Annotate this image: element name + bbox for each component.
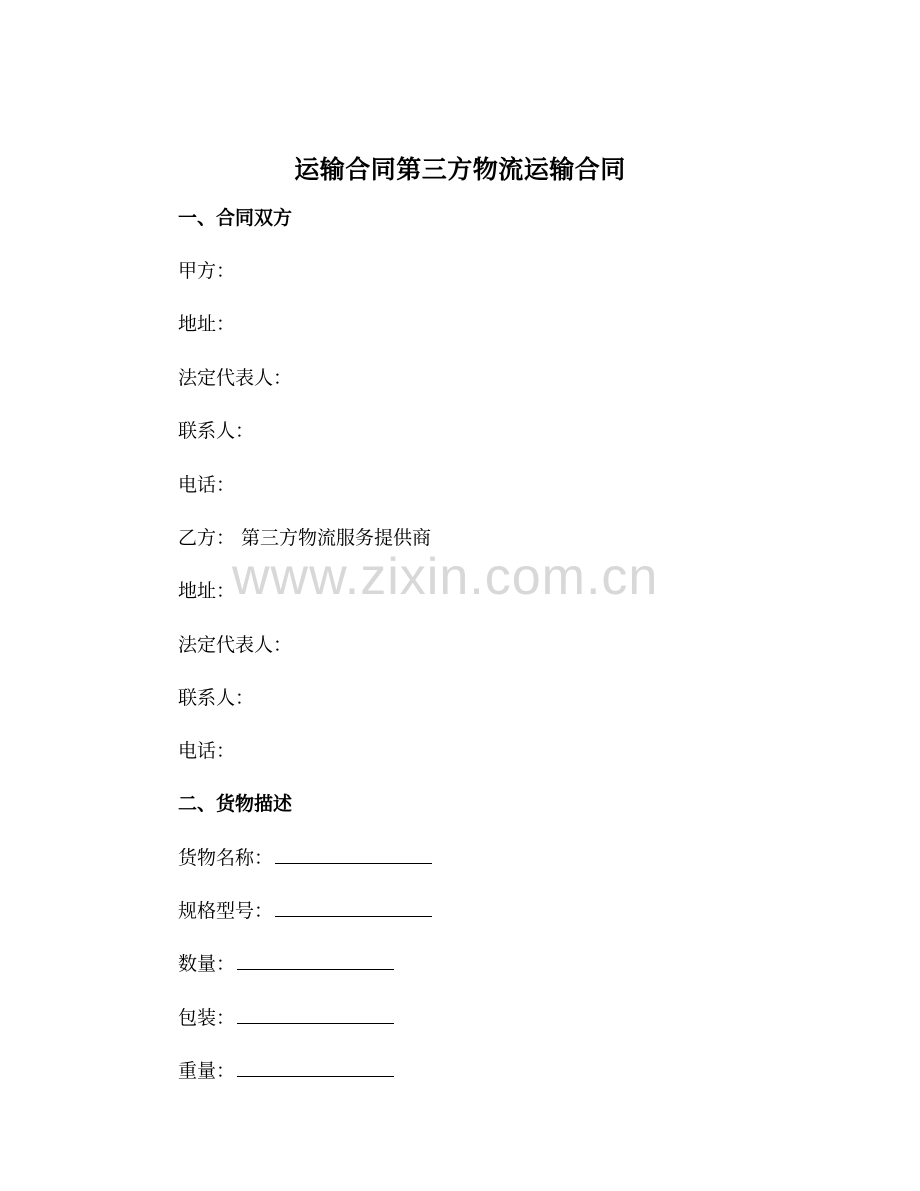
weight-blank bbox=[237, 1058, 394, 1077]
party-b-line bbox=[178, 525, 431, 551]
spec-model-blank bbox=[275, 898, 432, 917]
party-b-address-label: 地址： bbox=[178, 580, 236, 602]
party-a-contact-label: 联系人： bbox=[178, 420, 255, 442]
party-a-address-label: 地址： bbox=[178, 313, 236, 335]
party-b-phone-label: 电话： bbox=[178, 740, 236, 762]
spec-model-label: 规格型号： bbox=[178, 900, 274, 922]
spec-model-line bbox=[178, 898, 432, 924]
party-b-label: 乙方： bbox=[178, 527, 236, 549]
goods-name-blank bbox=[275, 845, 432, 864]
party-b-contact-label: 联系人： bbox=[178, 687, 255, 709]
party-a-phone-label: 电话： bbox=[178, 474, 236, 496]
section-heading-parties: 一、合同双方 bbox=[178, 207, 293, 229]
party-b-name: 第三方物流服务提供商 bbox=[241, 527, 432, 549]
goods-name-line bbox=[178, 845, 432, 871]
section-heading-goods: 二、货物描述 bbox=[178, 793, 293, 815]
quantity-blank bbox=[237, 951, 394, 970]
packaging-label: 包装： bbox=[178, 1007, 236, 1029]
party-b-representative-label: 法定代表人： bbox=[178, 634, 293, 656]
packaging-blank bbox=[237, 1005, 394, 1024]
quantity-line bbox=[178, 951, 394, 977]
party-a-label: 甲方： bbox=[178, 260, 236, 282]
packaging-line bbox=[178, 1005, 394, 1031]
watermark: www.zixin.com.cn bbox=[232, 548, 659, 606]
weight-label: 重量： bbox=[178, 1060, 236, 1082]
quantity-label: 数量： bbox=[178, 953, 236, 975]
document-title: 运输合同第三方物流运输合同 bbox=[294, 155, 626, 184]
party-a-representative-label: 法定代表人： bbox=[178, 367, 293, 389]
weight-line bbox=[178, 1058, 394, 1084]
goods-name-label: 货物名称： bbox=[178, 847, 274, 869]
